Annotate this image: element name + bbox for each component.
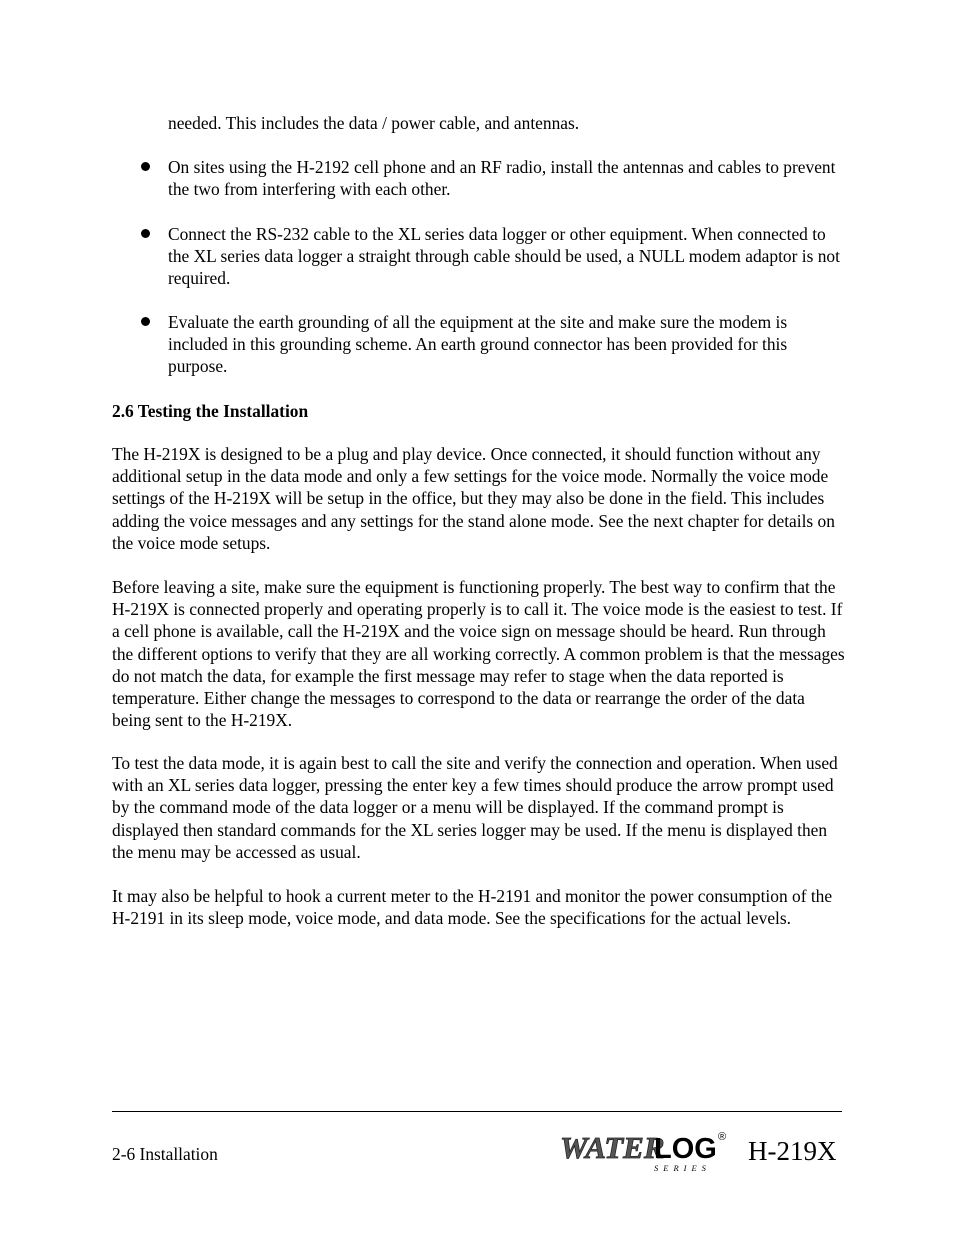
paragraph-3: To test the data mode, it is again best to call the site and verify the connection and operation. When used with an XL series data logger, pressing the enter key a few times should produce the arrow prompt used by the command mode of the data logger or a menu will be displayed. If the command prompt is displayed then standard commands for the XL series logger may be used. If the menu is displayed then the menu may be accessed as usual. [112,753,838,862]
bullet-item-1: On sites using the H-2192 cell phone and an RF radio, install the antennas and cables to prevent the two from interfering with each other. [168,157,836,200]
logo-log-text: LOG [654,1133,717,1165]
paragraph-1: The H-219X is designed to be a plug and play device. Once connected, it should function without any additional setup in the data mode and only a few settings for the voice mode. Normally the voice mode settings of the H-219X will be setup in the office, but they may also be done in the field. This includes adding the voice messages and any settings for the stand alone mode. See the next chapter for details on the voice mode setups. [112,444,835,553]
footer-divider [112,1111,842,1112]
bullet-marker [141,162,150,171]
paragraph-2: Before leaving a site, make sure the equipment is functioning properly. The best way to confirm that the H-219X is connected properly and operating properly is to call it. The voice mode is the easiest to test. If a cell phone is available, call the H-219X and the voice sign on message should be heard. Run through the different options to verify that they are all working correctly. A common problem is that the messages do not match the data, for example the first message may refer to stage when the data reported is temperature. Either change the messages to correspond to the data or rearrange the order of the data being sent to the H-219X. [112,577,845,731]
logo-series-text: SERIES [654,1163,711,1173]
product-name: H-219X [748,1136,837,1166]
intro-line: needed. This includes the data / power cable, and antennas. [168,113,580,133]
paragraph-4: It may also be helpful to hook a current meter to the H-2191 and monitor the power consumption of the H-2191 in its sleep mode, voice mode, and data mode. See the specifications for the actual levels. [112,886,833,929]
registered-mark: ® [718,1131,727,1143]
page-label: 2-6 Installation [112,1144,218,1164]
section-heading: 2.6 Testing the Installation [112,401,309,421]
bullet-marker [141,317,150,326]
logo-water-text: WATER [560,1130,665,1165]
bullet-item-2: Connect the RS-232 cable to the XL series data logger or other equipment. When connected to the XL series data logger a straight through cable should be used, a NULL modem adaptor is not required. [168,224,840,289]
bullet-item-3: Evaluate the earth grounding of all the equipment at the site and make sure the modem is included in this grounding scheme. An earth ground connector has been provided for this purpose. [168,312,788,377]
waterlog-series-logo [560,1128,730,1174]
bullet-marker [141,229,150,238]
